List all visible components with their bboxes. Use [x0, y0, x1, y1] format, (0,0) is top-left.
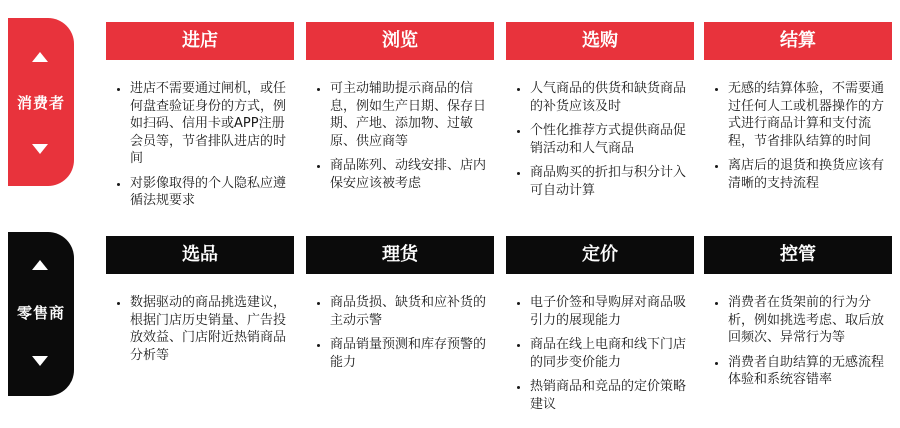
list-item: • 离店后的退货和换货应该有清晰的支持流程 [728, 157, 888, 192]
list-item: • 个性化推荐方式提供商品促销活动和人气商品 [530, 122, 690, 157]
list-item: • 可主动辅助提示商品的信息，例如生产日期、保存日期、产地、添加物、过敏原、供应商等 [330, 80, 490, 150]
consumer-browse-column [312, 80, 490, 199]
consumer-row-tab [8, 18, 74, 186]
list-item: • 数据驱动的商品挑选建议，根据门店历史销量、广告投放效益、门店附近热销商品分析等 [130, 294, 290, 364]
consumer-enter-column [112, 80, 290, 217]
list-item: • 商品销量预测和库存预警的能力 [330, 336, 490, 371]
retailer-selection-column [112, 294, 290, 371]
step-header-enter: 进店 [106, 22, 294, 60]
triangle-down-icon[interactable] [32, 356, 48, 366]
step-header-pricing: 定价 [506, 236, 694, 274]
triangle-down-icon[interactable] [32, 144, 48, 154]
consumer-shop-column [512, 80, 690, 206]
step-header-browse: 浏览 [306, 22, 494, 60]
list-item: • 商品购买的折扣与积分计入可自动计算 [530, 164, 690, 199]
retailer-row-tab [8, 232, 74, 396]
list-item: • 无感的结算体验，不需要通过任何人工或机器操作的方式进行商品计算和支付流程，节省排队结算的时间 [728, 80, 888, 150]
list-item: • 消费者在货架前的行为分析，例如挑选考虑、取后放回频次、异常行为等 [728, 294, 888, 347]
step-header-stocking: 理货 [306, 236, 494, 274]
retailer-control-column [710, 294, 888, 396]
step-header-selection: 选品 [106, 236, 294, 274]
retailer-stocking-column [312, 294, 490, 378]
triangle-up-icon[interactable] [32, 260, 48, 270]
triangle-up-icon[interactable] [32, 52, 48, 62]
consumer-checkout-column [710, 80, 888, 199]
list-item: • 进店不需要通过闸机，或任何盘查验证身份的方式，例如扫码、信用卡或APP注册会员等，节省排队进店的时间 [130, 80, 290, 168]
step-header-control: 控管 [704, 236, 892, 274]
list-item: • 商品货损、缺货和应补货的主动示警 [330, 294, 490, 329]
list-item: • 商品陈列、动线安排、店内保安应该被考虑 [330, 157, 490, 192]
list-item: • 消费者自助结算的无感流程体验和系统容错率 [728, 354, 888, 389]
row-label-consumer: 消费者 [16, 94, 65, 112]
list-item: • 商品在线上电商和线下门店的同步变价能力 [530, 336, 690, 371]
row-label-retailer: 零售商 [16, 304, 65, 322]
step-header-shop: 选购 [506, 22, 694, 60]
list-item: • 热销商品和竞品的定价策略建议 [530, 378, 690, 413]
retailer-pricing-column [512, 294, 690, 420]
list-item: • 电子价签和导购屏对商品吸引力的展现能力 [530, 294, 690, 329]
step-header-checkout: 结算 [704, 22, 892, 60]
list-item: • 对影像取得的个人隐私应遵循法规要求 [130, 175, 290, 210]
list-item: • 人气商品的供货和缺货商品的补货应该及时 [530, 80, 690, 115]
